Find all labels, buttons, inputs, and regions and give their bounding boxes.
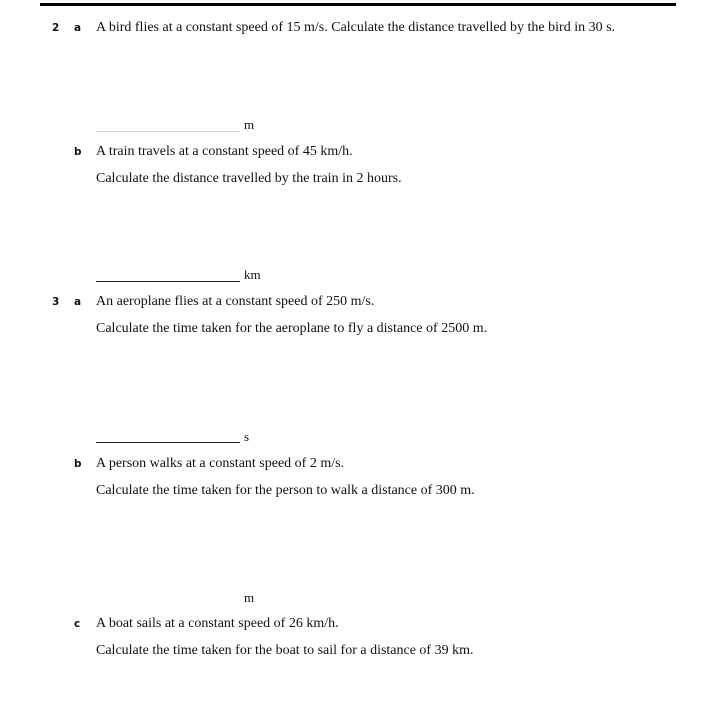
answer-line[interactable] bbox=[96, 281, 240, 282]
question-text: Calculate the time taken for the aeroplane to fly a distance of 2500 m. bbox=[96, 321, 488, 336]
top-rule bbox=[40, 3, 676, 6]
part-letter: b bbox=[74, 458, 82, 470]
question-text: Calculate the time taken for the person to walk a distance of 300 m. bbox=[96, 483, 475, 498]
answer-unit: km bbox=[244, 267, 261, 282]
answer-unit: m bbox=[244, 590, 255, 605]
answer-line[interactable] bbox=[96, 442, 240, 443]
part-letter: b bbox=[74, 146, 82, 158]
answer-line[interactable] bbox=[96, 131, 240, 132]
part-letter: a bbox=[74, 22, 82, 34]
question-text: Calculate the distance travelled by the train in 2 hours. bbox=[96, 171, 402, 186]
question-text: A bird flies at a constant speed of 15 m/s. Calculate the distance travelled by the bird in 30 s. bbox=[96, 20, 616, 35]
question-text: A person walks at a constant speed of 2 m/s. bbox=[96, 456, 345, 471]
part-letter: c bbox=[74, 618, 81, 630]
question-text: An aeroplane flies at a constant speed of 250 m/s. bbox=[96, 294, 375, 309]
answer-unit: s bbox=[244, 429, 250, 444]
question-text: A train travels at a constant speed of 45 km/h. bbox=[96, 144, 353, 159]
question-number: 3 bbox=[52, 296, 60, 308]
answer-unit: m bbox=[244, 117, 255, 132]
question-number: 2 bbox=[52, 22, 60, 34]
question-text: Calculate the time taken for the boat to sail for a distance of 39 km. bbox=[96, 643, 474, 658]
part-letter: a bbox=[74, 296, 82, 308]
question-text: A boat sails at a constant speed of 26 km/h. bbox=[96, 616, 339, 631]
